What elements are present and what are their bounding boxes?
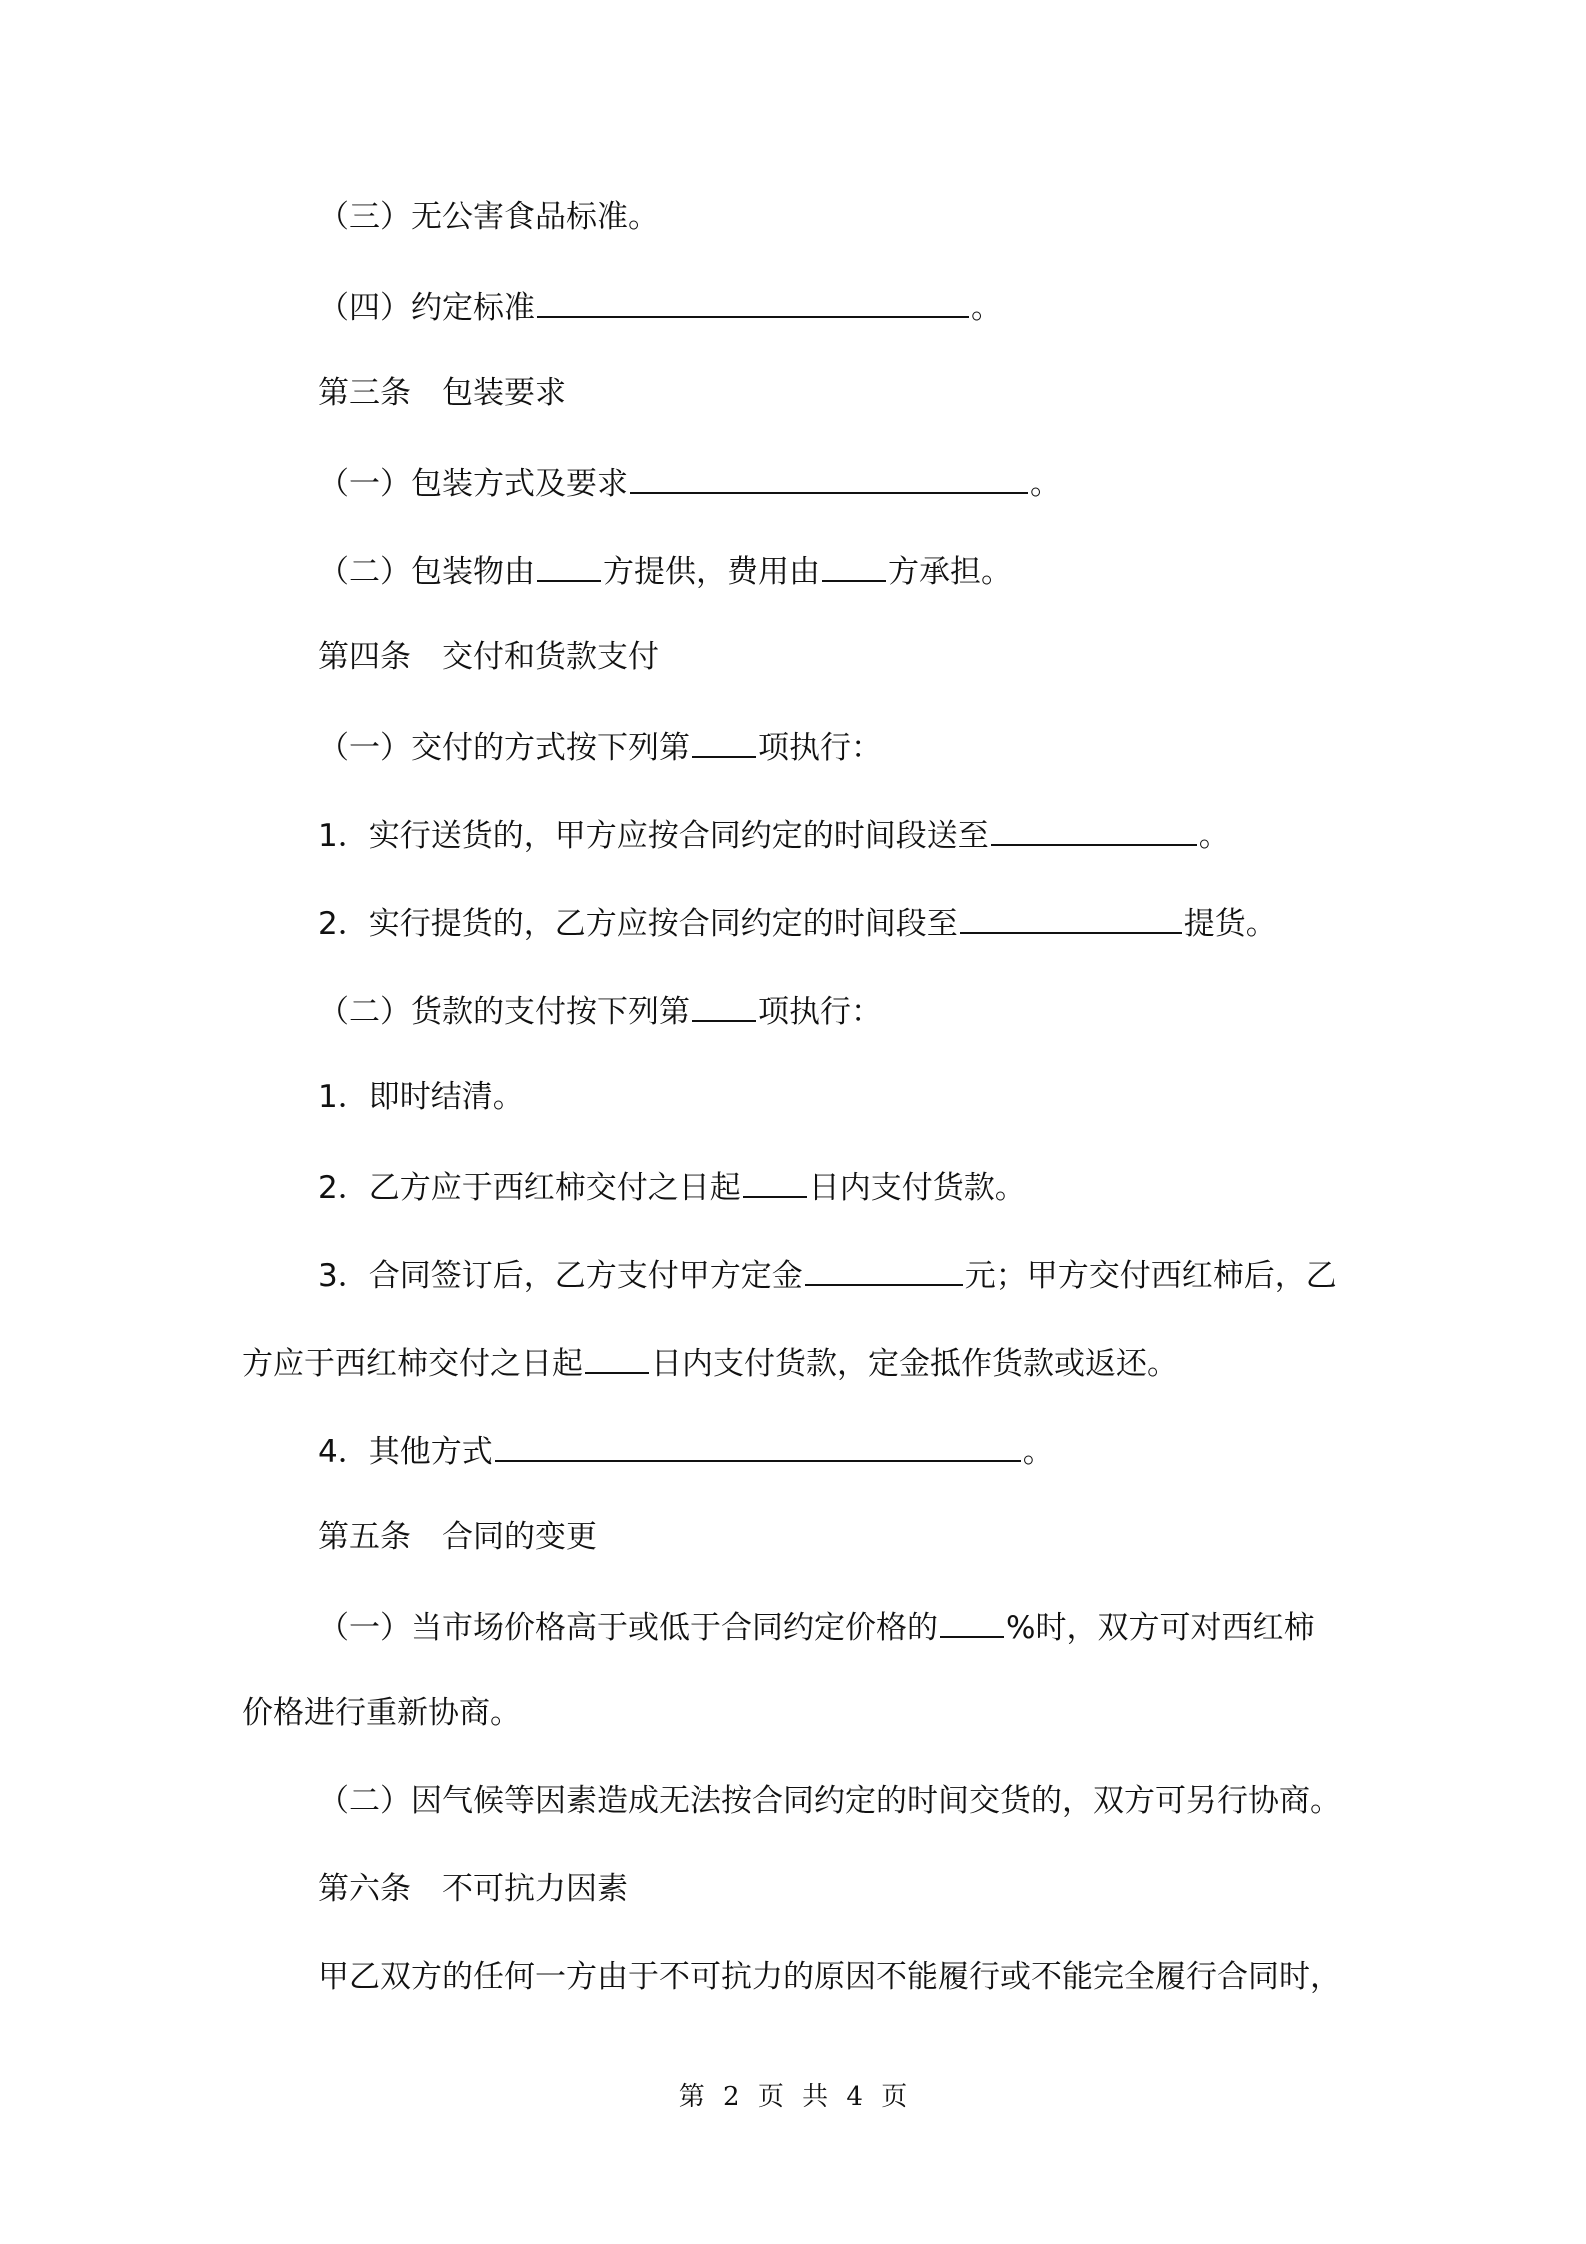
item-line: 2．乙方应于西红柿交付之日起 日内支付货款。 <box>318 1156 1026 1214</box>
fill-blank[interactable] <box>940 1596 1004 1638</box>
item-line: （一）交付的方式按下列第 项执行： <box>318 716 882 774</box>
item-line: 方应于西红柿交付之日起 日内支付货款，定金抵作货款或返还。 <box>242 1332 1178 1390</box>
item-line: 1．实行送货的，甲方应按合同约定的时间段送至 。 <box>318 804 1230 862</box>
article-heading: 第六条 不可抗力因素 <box>318 1871 628 1907</box>
fill-blank[interactable] <box>692 980 756 1022</box>
item-line: 4．其他方式 。 <box>318 1420 1054 1478</box>
item-line: （二）因气候等因素造成无法按合同约定的时间交货的，双方可另行协商。 <box>318 1783 1341 1819</box>
fill-blank[interactable] <box>692 716 756 758</box>
item-line: （一）当市场价格高于或低于合同约定价格的 %时，双方可对西红柿 <box>318 1596 1314 1654</box>
page-footer: 第 2 页 共 4 页 <box>678 2082 908 2112</box>
fill-blank[interactable] <box>822 540 886 582</box>
item-line: （三）无公害食品标准。 <box>318 199 659 235</box>
item-line: 2．实行提货的，乙方应按合同约定的时间段至 提货。 <box>318 892 1277 950</box>
fill-blank[interactable] <box>495 1420 1021 1462</box>
fill-blank[interactable] <box>805 1244 963 1286</box>
article-heading: 第四条 交付和货款支付 <box>318 639 659 675</box>
item-line: （四）约定标准 。 <box>318 276 1002 334</box>
item-line: 1．即时结清。 <box>318 1079 524 1115</box>
fill-blank[interactable] <box>960 892 1182 934</box>
article-heading: 第五条 合同的变更 <box>318 1519 597 1555</box>
fill-blank[interactable] <box>537 540 601 582</box>
fill-blank[interactable] <box>537 276 969 318</box>
item-line: （一）包装方式及要求 。 <box>318 452 1061 510</box>
item-line: （二）货款的支付按下列第 项执行： <box>318 980 882 1038</box>
item-line: 甲乙双方的任何一方由于不可抗力的原因不能履行或不能完全履行合同时， <box>318 1959 1341 1995</box>
item-line: 3．合同签订后，乙方支付甲方定金 元；甲方交付西红柿后，乙 <box>318 1244 1337 1302</box>
item-line: 价格进行重新协商。 <box>242 1695 521 1731</box>
article-heading: 第三条 包装要求 <box>318 375 566 411</box>
fill-blank[interactable] <box>743 1156 807 1198</box>
item-line: （二）包装物由 方提供，费用由 方承担。 <box>318 540 1012 598</box>
fill-blank[interactable] <box>630 452 1028 494</box>
fill-blank[interactable] <box>585 1332 649 1374</box>
fill-blank[interactable] <box>991 804 1197 846</box>
